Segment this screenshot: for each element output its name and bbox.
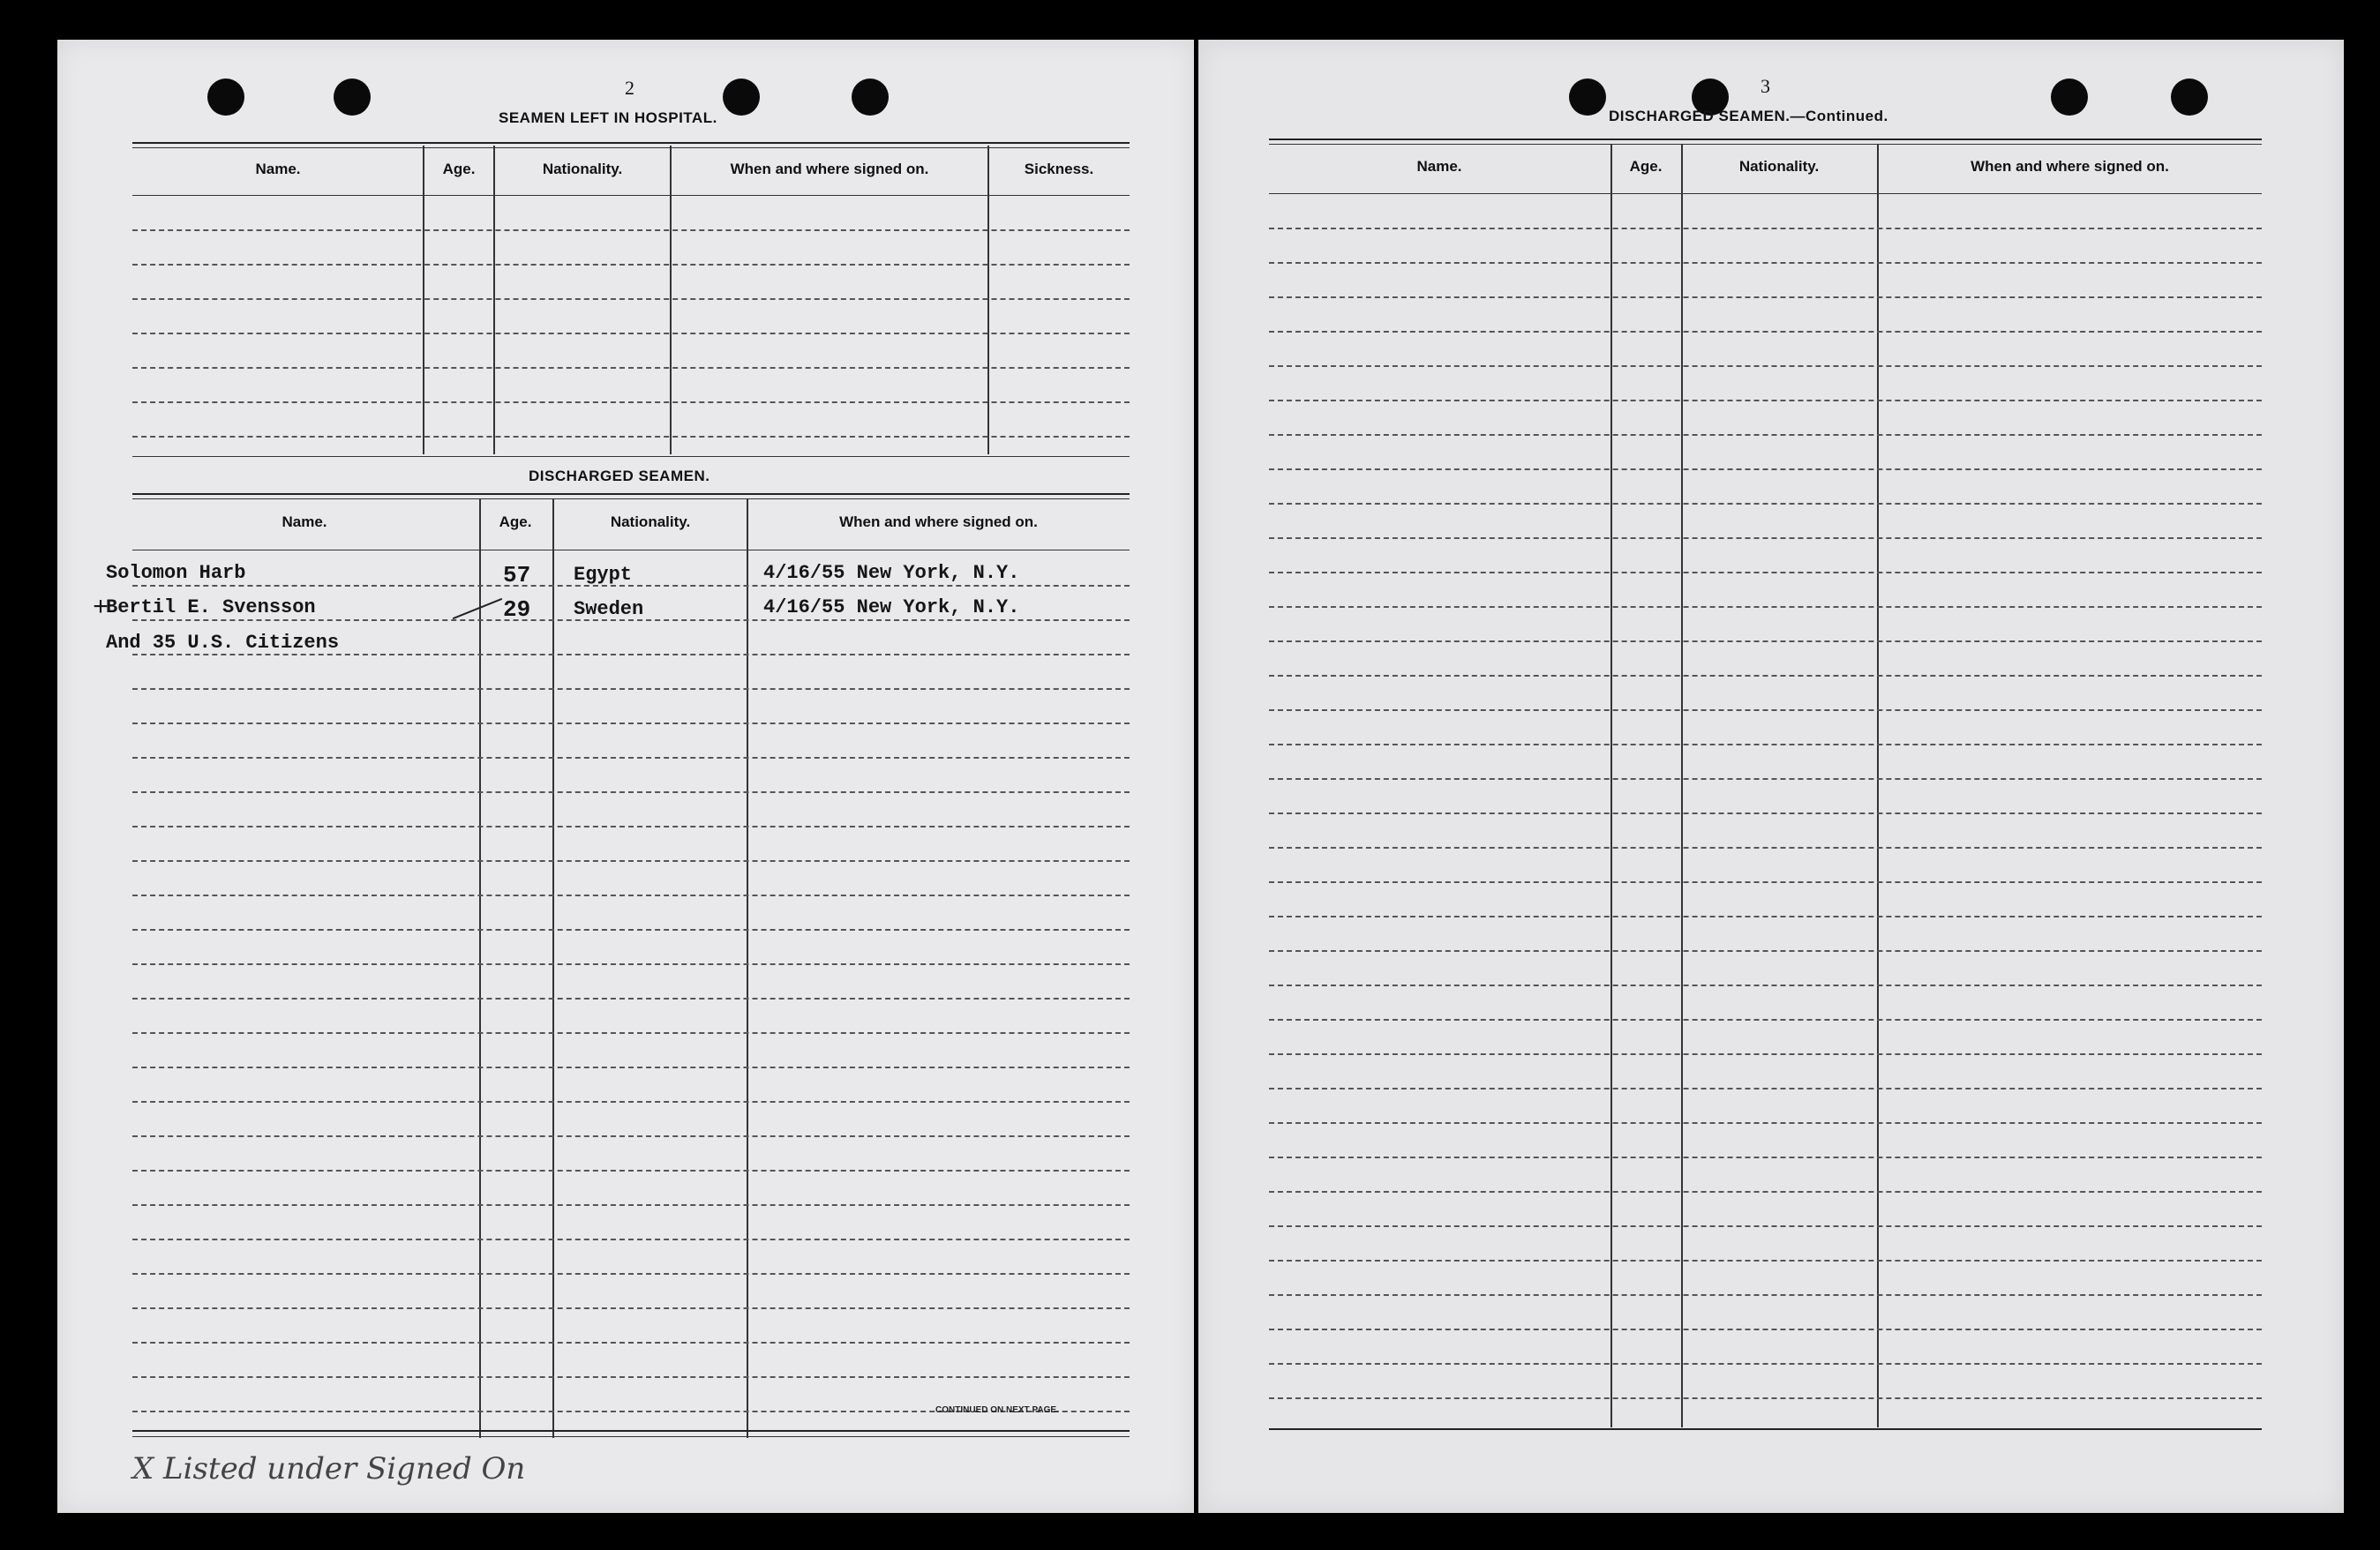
column-divider — [423, 146, 424, 454]
table-rule — [1269, 193, 2262, 194]
ruled-line — [1269, 365, 2262, 367]
hospital-section-title: SEAMEN LEFT IN HOSPITAL. — [499, 109, 717, 126]
ruled-line — [132, 1204, 1130, 1206]
ruled-line — [132, 929, 1130, 931]
punch-hole — [1569, 79, 1606, 116]
ruled-line — [132, 757, 1130, 759]
punch-hole — [852, 79, 889, 116]
ruled-line — [1269, 1053, 2262, 1055]
column-divider — [747, 498, 748, 1438]
ruled-line — [1269, 950, 2262, 952]
ruled-line — [132, 998, 1130, 1000]
ruled-line — [132, 654, 1130, 655]
table-rule — [1269, 144, 2262, 145]
column-divider — [552, 498, 554, 1438]
table-rule — [132, 195, 1130, 196]
continued-note: CONTINUED ON NEXT PAGE. — [935, 1405, 1059, 1415]
ruled-line — [132, 791, 1130, 793]
table-rule — [132, 456, 1130, 457]
seaman-signed-on: 4/16/55 New York, N.Y. — [763, 596, 1020, 618]
column-header-signed-on: When and where signed on. — [730, 161, 929, 177]
ruled-line — [132, 1170, 1130, 1172]
column-header-sickness: Sickness. — [1024, 161, 1094, 177]
left-page — [57, 40, 1194, 1513]
ruled-line — [132, 1376, 1130, 1378]
table-rule — [1269, 139, 2262, 140]
ruled-line — [1269, 503, 2262, 505]
page-number: 2 — [625, 77, 634, 99]
ruled-line — [1269, 1294, 2262, 1296]
ruled-line — [1269, 537, 2262, 539]
ruled-line — [1269, 778, 2262, 780]
column-divider — [1610, 144, 1612, 1427]
column-header-signed-on: When and where signed on. — [1971, 158, 2169, 175]
column-header-name: Name. — [1416, 158, 1462, 175]
ruled-line — [1269, 881, 2262, 883]
ruled-line — [132, 1307, 1130, 1309]
table-rule — [1269, 1428, 2262, 1430]
ruled-line — [1269, 744, 2262, 745]
column-header-age: Age. — [442, 161, 476, 177]
ruled-line — [132, 1067, 1130, 1068]
ruled-line — [132, 723, 1130, 724]
ruled-line — [132, 401, 1130, 403]
column-header-nationality: Nationality. — [610, 513, 691, 530]
ruled-line — [1269, 572, 2262, 573]
ruled-line — [1269, 709, 2262, 711]
ruled-line — [1269, 1157, 2262, 1158]
ruled-line — [132, 826, 1130, 827]
ruled-line — [132, 436, 1130, 438]
ruled-line — [1269, 331, 2262, 333]
ruled-line — [132, 1273, 1130, 1275]
column-header-signed-on: When and where signed on. — [839, 513, 1038, 530]
column-divider — [1877, 144, 1879, 1427]
column-divider — [479, 498, 481, 1438]
ruled-line — [132, 860, 1130, 862]
ruled-line — [1269, 468, 2262, 470]
ruled-line — [132, 229, 1130, 231]
ruled-line — [1269, 1363, 2262, 1365]
ruled-line — [1269, 1088, 2262, 1089]
pen-stroke — [453, 598, 502, 619]
ruled-line — [132, 298, 1130, 300]
table-rule — [132, 498, 1130, 499]
page-number: 3 — [1761, 75, 1770, 97]
handwritten-note: X Listed under Signed On — [132, 1451, 526, 1486]
ruled-line — [1269, 400, 2262, 401]
column-header-age: Age. — [499, 513, 532, 530]
punch-hole — [207, 79, 244, 116]
table-rule — [132, 1436, 1130, 1437]
column-header-name: Name. — [282, 513, 327, 530]
ruled-line — [132, 1135, 1130, 1137]
column-header-age: Age. — [1629, 158, 1663, 175]
column-divider — [1681, 144, 1683, 1427]
ruled-line — [1269, 812, 2262, 814]
seaman-nationality: Sweden — [574, 598, 644, 620]
table-rule — [132, 147, 1130, 148]
column-header-nationality: Nationality. — [542, 161, 623, 177]
ruled-line — [132, 895, 1130, 896]
ruled-line — [132, 1239, 1130, 1240]
ruled-line — [1269, 262, 2262, 264]
ruled-line — [1269, 1019, 2262, 1021]
ruled-line — [132, 264, 1130, 266]
column-divider — [670, 146, 672, 454]
ruled-line — [132, 1342, 1130, 1344]
seaman-name: Solomon Harb — [106, 562, 246, 584]
ruled-line — [132, 1032, 1130, 1034]
ruled-line — [132, 1101, 1130, 1103]
ruled-line — [1269, 1191, 2262, 1193]
ruled-line — [1269, 847, 2262, 849]
ruled-line — [132, 333, 1130, 334]
table-rule — [132, 1430, 1130, 1432]
ruled-line — [132, 688, 1130, 690]
ruled-line — [1269, 1397, 2262, 1399]
punch-hole — [723, 79, 760, 116]
punch-hole — [334, 79, 371, 116]
column-divider — [987, 146, 989, 454]
ruled-line — [132, 963, 1130, 965]
citizens-count: And 35 U.S. Citizens — [106, 632, 340, 654]
ruled-line — [1269, 296, 2262, 298]
ruled-line — [1269, 1329, 2262, 1330]
column-header-name: Name. — [255, 161, 301, 177]
ruled-line — [1269, 1225, 2262, 1227]
table-rule — [132, 142, 1130, 144]
ruled-line — [1269, 916, 2262, 917]
discharged-section-title: DISCHARGED SEAMEN. — [529, 468, 710, 484]
ruled-line — [1269, 1260, 2262, 1262]
ruled-line — [1269, 228, 2262, 229]
seaman-name: Bertil E. Svensson — [106, 596, 316, 618]
ruled-line — [1269, 434, 2262, 436]
ruled-line — [1269, 640, 2262, 642]
margin-mark: + — [93, 594, 109, 624]
column-divider — [493, 146, 495, 454]
right-page — [1198, 40, 2344, 1513]
ruled-line — [1269, 985, 2262, 986]
table-rule — [132, 493, 1130, 495]
seaman-age: 29 — [503, 596, 531, 623]
punch-hole — [2051, 79, 2088, 116]
ruled-line — [132, 367, 1130, 369]
ruled-line — [1269, 675, 2262, 677]
punch-hole — [2171, 79, 2208, 116]
column-header-nationality: Nationality. — [1738, 158, 1820, 175]
ruled-line — [1269, 606, 2262, 608]
seaman-signed-on: 4/16/55 New York, N.Y. — [763, 562, 1020, 584]
ruled-line — [1269, 1122, 2262, 1124]
discharged-continued-title: DISCHARGED SEAMEN.—Continued. — [1609, 108, 1888, 124]
seaman-nationality: Egypt — [574, 564, 633, 586]
seaman-age: 57 — [503, 562, 531, 588]
